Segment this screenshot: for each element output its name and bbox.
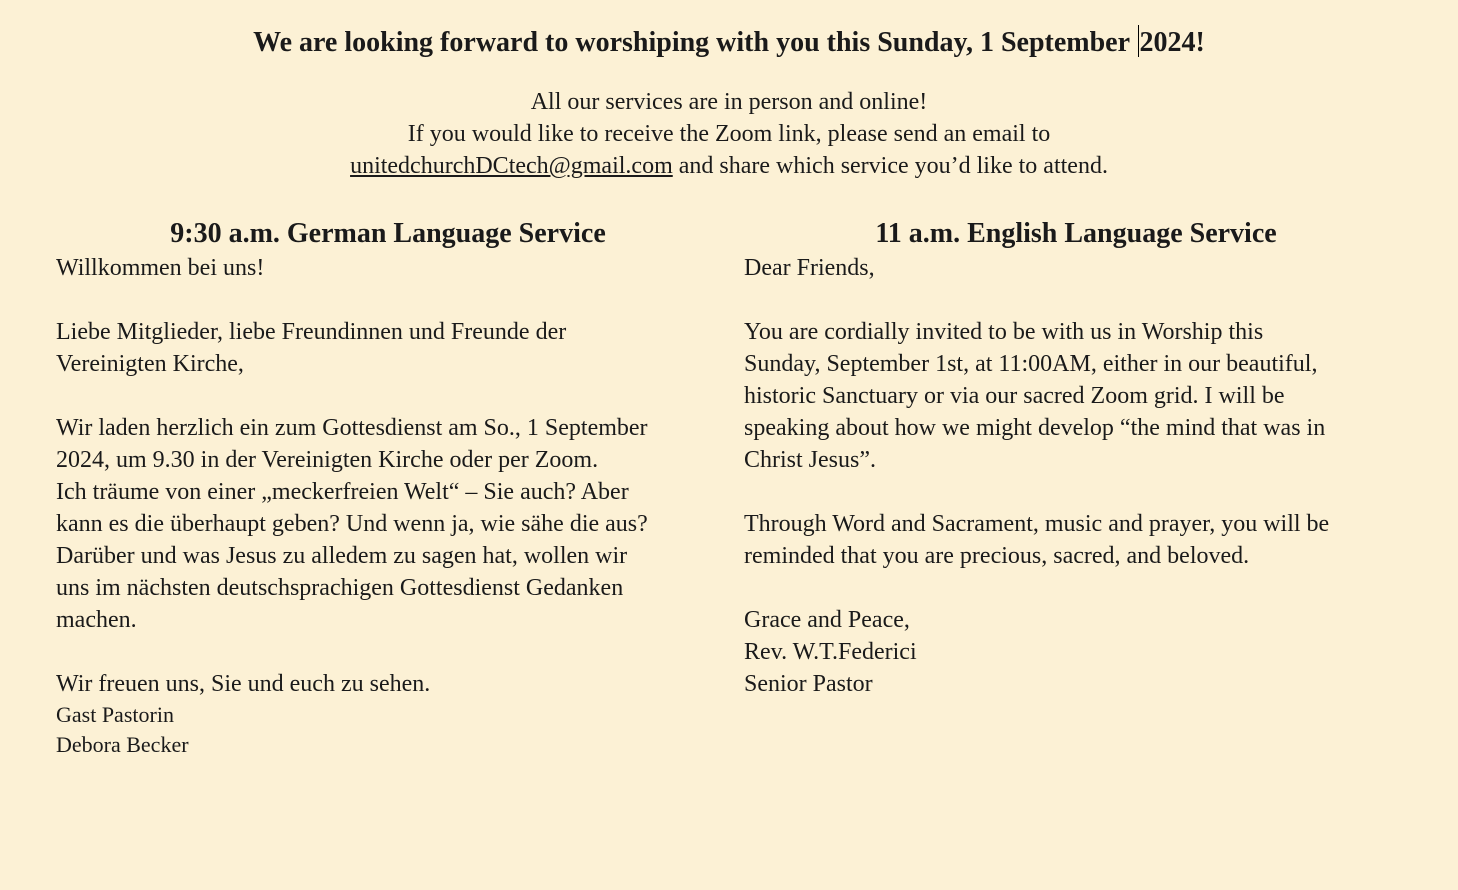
- intro-line-1: All our services are in person and online!: [530, 89, 928, 115]
- german-greeting: Willkommen bei uns!: [56, 255, 265, 281]
- headline-text: We are looking forward to worshiping with you this Sunday, 1 September: [253, 27, 1137, 58]
- german-service-heading: 9:30 a.m. German Language Service: [170, 218, 606, 249]
- headline-year: 2024!: [1139, 27, 1205, 58]
- english-closing: Grace and Peace,: [744, 607, 910, 633]
- german-body: Wir laden herzlich ein zum Gottesdienst am So., 1 September 2024, um 9.30 in der Vereinigten Kirche oder per Zoom. Ich träume von einer „meckerfreien Welt“ – Sie auch? Aber kann es die überhaupt geben? Und wenn ja, wie sähe die aus? Darüber und was Jesus zu alledem zu sagen hat, wollen wir uns im nächsten deutschsprachigen Gottesdienst Gedanken machen.: [56, 415, 648, 633]
- intro-line-3-rest: and share which service you’d like to attend.: [672, 153, 1108, 179]
- german-service-column: [56, 216, 726, 760]
- english-signature-title: Senior Pastor: [744, 671, 873, 697]
- page-headline: [0, 25, 1458, 61]
- english-greeting: Dear Friends,: [744, 255, 875, 281]
- intro-line-2: If you would like to receive the Zoom link, please send an email to: [407, 121, 1051, 147]
- english-service-heading: 11 a.m. English Language Service: [875, 218, 1277, 249]
- english-body-2: Through Word and Sacrament, music and prayer, you will be reminded that you are precious, sacred, and beloved.: [744, 511, 1330, 569]
- german-signature-title: Gast Pastorin: [56, 702, 174, 727]
- german-salutation: Liebe Mitglieder, liebe Freundinnen und Freunde der Vereinigten Kirche,: [56, 319, 567, 377]
- german-closing: Wir freuen uns, Sie und euch zu sehen.: [56, 671, 431, 697]
- german-signature-name: Debora Becker: [56, 732, 189, 757]
- email-link[interactable]: unitedchurchDCtech@gmail.com: [350, 153, 673, 179]
- english-signature-name: Rev. W.T.Federici: [744, 639, 917, 665]
- text-cursor: [1138, 25, 1139, 57]
- english-body-1: You are cordially invited to be with us in Worship this Sunday, September 1st, at 11:00AM, either in our beautiful, historic Sanctuary or via our sacred Zoom grid. I will be speaking about how we might develop “the mind that was in Christ Jesus”.: [744, 319, 1326, 473]
- english-service-column: [744, 216, 1424, 700]
- intro-block: [0, 86, 1458, 182]
- intro-line-3: [0, 150, 1458, 182]
